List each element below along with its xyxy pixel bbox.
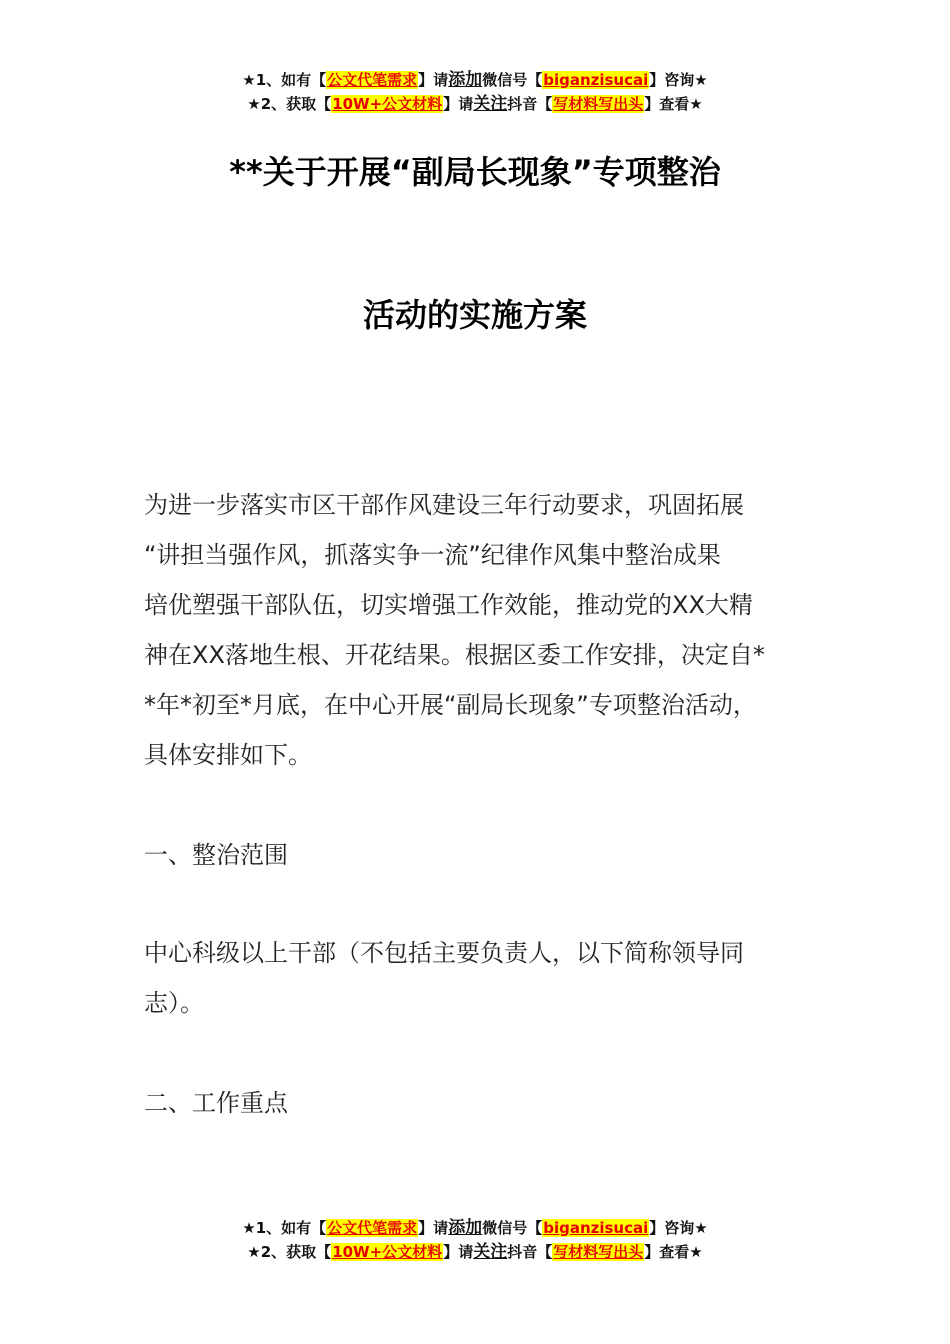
banner-text: 抖音【 [507, 1243, 553, 1261]
paragraph-line: 志）。 [144, 989, 204, 1017]
banner-text: 】请 [418, 71, 449, 89]
banner-text: 微信号【 [482, 71, 543, 89]
banner-text: ★2、获取【 [247, 95, 332, 113]
header-banner [0, 68, 950, 116]
banner-text: 抖音【 [507, 95, 553, 113]
paragraph-line: 神在XX落地生根、开花结果。根据区委工作安排，决定自* [144, 641, 765, 669]
banner-text: 微信号【 [482, 1219, 543, 1237]
highlight-douyin-account: 写材料写出头 [553, 1243, 644, 1261]
scope-paragraph [144, 928, 834, 1028]
section-heading-scope: 一、整治范围 [144, 841, 288, 869]
banner-text: 】请 [418, 1219, 449, 1237]
banner-line-1 [0, 68, 950, 92]
intro-paragraph [144, 480, 834, 780]
banner-line-1 [0, 1216, 950, 1240]
paragraph-line: 培优塑强干部队伍，切实增强工作效能，推动党的XX大精 [144, 591, 753, 619]
paragraph-line: 具体安排如下。 [144, 741, 312, 769]
paragraph-line: “讲担当强作风，抓落实争一流”纪律作风集中整治成果 [144, 541, 721, 569]
emphasis-follow: 关注 [473, 1242, 508, 1262]
banner-text: 】查看★ [644, 95, 703, 113]
banner-text: 】咨询★ [649, 1219, 708, 1237]
banner-text: 】查看★ [644, 1243, 703, 1261]
banner-text: ★2、获取【 [247, 1243, 332, 1261]
highlight-materials: 10W+公文材料 [332, 1243, 443, 1261]
banner-text: 】请 [443, 1243, 474, 1261]
banner-text: 】请 [443, 95, 474, 113]
highlight-douyin-account: 写材料写出头 [553, 95, 644, 113]
paragraph-line: *年*初至*月底，在中心开展“副局长现象”专项整治活动， [144, 691, 757, 719]
highlight-materials: 10W+公文材料 [332, 95, 443, 113]
emphasis-add: 添加 [448, 1218, 483, 1238]
banner-line-2 [0, 92, 950, 116]
footer-banner [0, 1216, 950, 1264]
highlight-wechat-id: biganzisucai [543, 1219, 649, 1237]
document-title-line-2: 活动的实施方案 [362, 296, 587, 334]
banner-text: ★1、如有【 [242, 71, 327, 89]
emphasis-follow: 关注 [473, 94, 508, 114]
banner-text: 】咨询★ [649, 71, 708, 89]
highlight-ghostwriting: 公文代笔需求 [327, 1219, 418, 1237]
emphasis-add: 添加 [448, 70, 483, 90]
section-heading-focus: 二、工作重点 [144, 1089, 288, 1117]
highlight-wechat-id: biganzisucai [543, 71, 649, 89]
paragraph-line: 中心科级以上干部（不包括主要负责人，以下简称领导同 [144, 939, 744, 967]
banner-text: ★1、如有【 [242, 1219, 327, 1237]
paragraph-line: 为进一步落实市区干部作风建设三年行动要求，巩固拓展 [144, 491, 744, 519]
banner-line-2 [0, 1240, 950, 1264]
highlight-ghostwriting: 公文代笔需求 [327, 71, 418, 89]
document-title-line-1: **关于开展“副局长现象”专项整治 [229, 153, 721, 191]
